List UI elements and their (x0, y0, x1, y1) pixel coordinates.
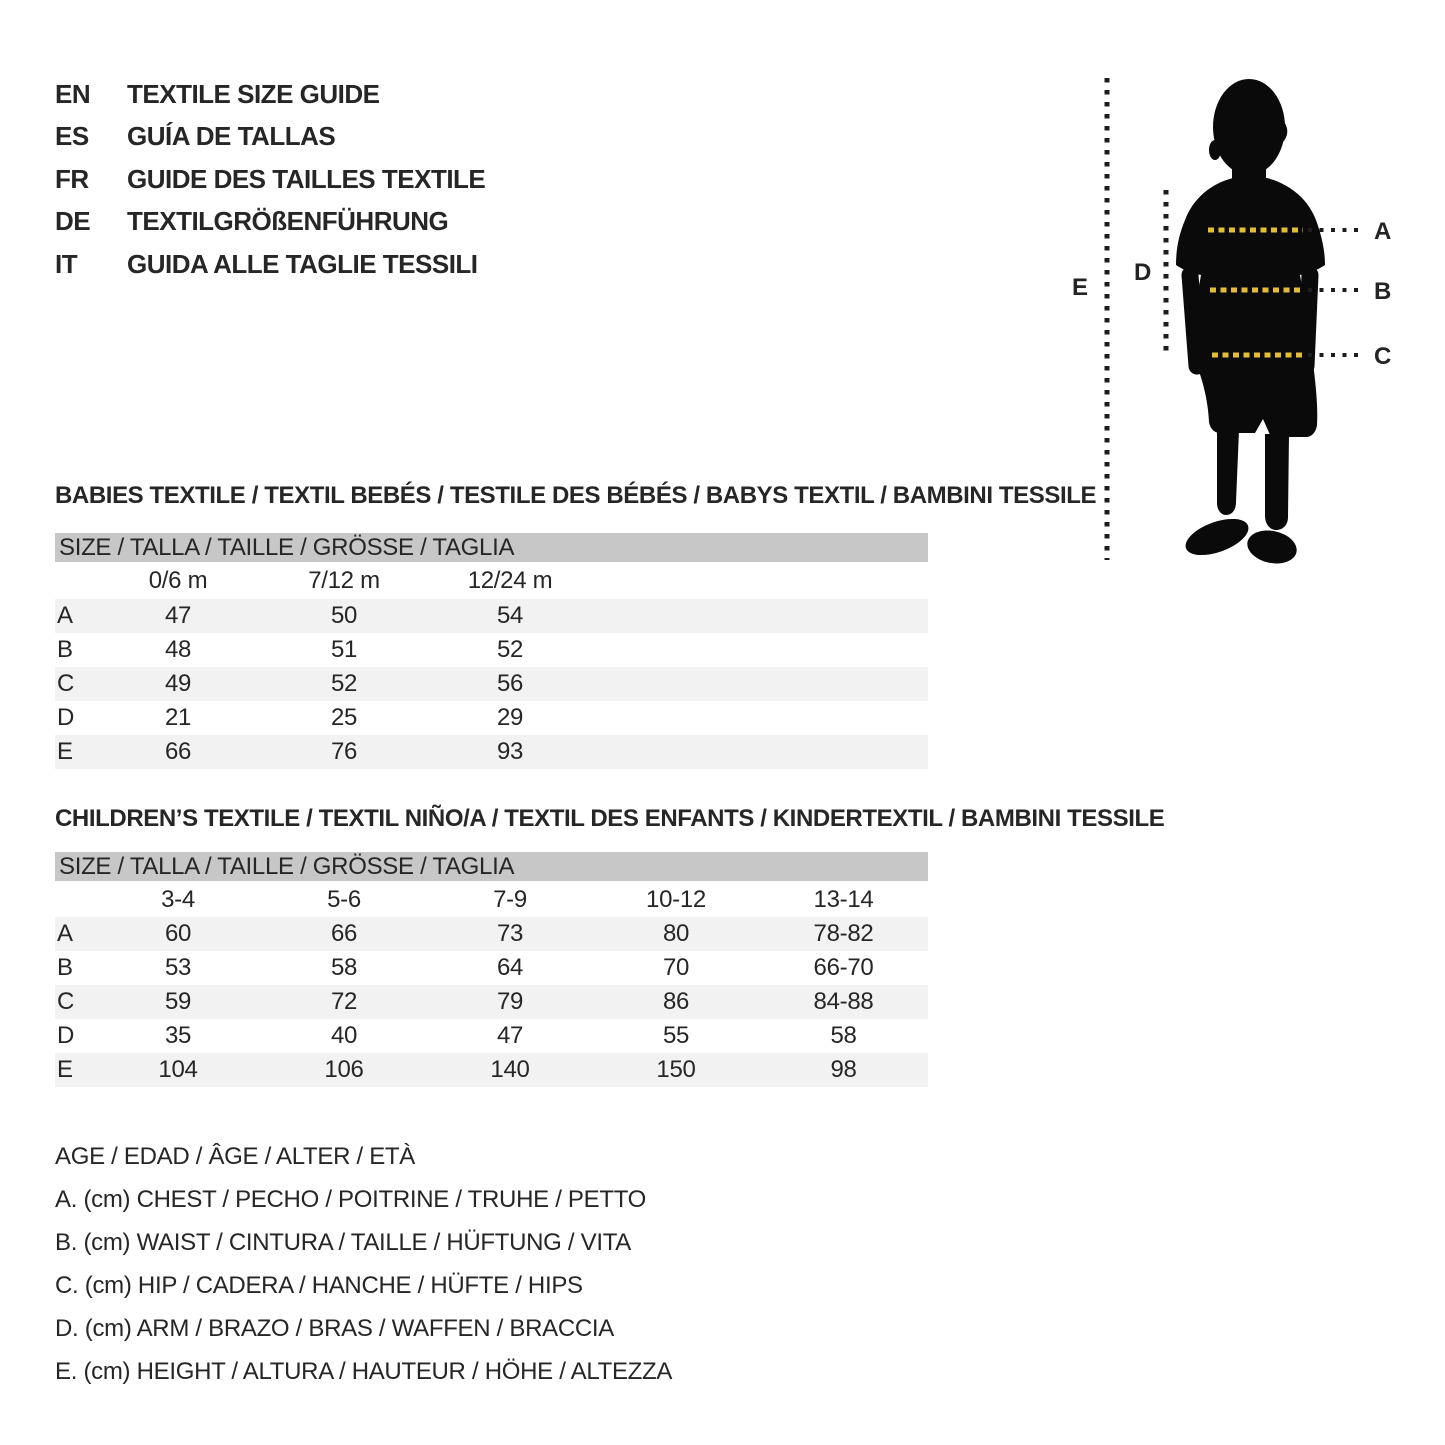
children-cell: 60 (164, 920, 192, 947)
children-cell: 73 (496, 920, 524, 947)
children-cell: 40 (330, 1022, 358, 1049)
table-row (55, 735, 928, 769)
table-row (55, 1019, 928, 1053)
children-corner-cell (55, 883, 95, 917)
legend-hip: C. (cm) HIP / CADERA / HANCHE / HÜFTE / HIPS (55, 1272, 583, 1299)
babies-empty-cell (593, 701, 759, 735)
babies-cell: 51 (330, 636, 358, 663)
babies-cell: 76 (330, 738, 358, 765)
children-cell: 66 (330, 920, 358, 947)
figure-label-b: B (1374, 278, 1392, 305)
lang-code: ES (55, 121, 89, 152)
measurement-legend (55, 1135, 672, 1393)
babies-size-table (55, 562, 928, 769)
lang-code: EN (55, 78, 91, 109)
babies-cell: 66 (164, 738, 192, 765)
children-size-table (55, 883, 928, 1087)
children-col-header: 7-9 (493, 886, 527, 913)
table-row (55, 667, 928, 701)
figure-label-a: A (1374, 218, 1392, 245)
children-row-label: D (57, 1022, 75, 1049)
figure-label-c: C (1374, 343, 1392, 370)
children-cell: 70 (662, 954, 690, 981)
babies-cell: 25 (330, 704, 358, 731)
children-cell: 150 (656, 1056, 696, 1083)
lang-code: IT (55, 248, 78, 279)
babies-empty-cell (593, 562, 759, 599)
legend-chest: A. (cm) CHEST / PECHO / POITRINE / TRUHE / PETTO (55, 1186, 647, 1213)
children-col-header: 3-4 (161, 886, 195, 913)
babies-row-label: A (57, 602, 73, 629)
table-row (55, 633, 928, 667)
babies-cell: 48 (164, 636, 192, 663)
legend-arm: D. (cm) ARM / BRAZO / BRAS / WAFFEN / BRACCIA (55, 1315, 614, 1342)
babies-empty-cell (593, 667, 759, 701)
table-row (55, 985, 928, 1019)
babies-cell: 47 (164, 602, 192, 629)
babies-cell: 50 (330, 602, 358, 629)
babies-cell: 29 (496, 704, 524, 731)
babies-row-label: D (57, 704, 75, 731)
lang-title: GUÍA DE TALLAS (127, 121, 336, 152)
children-cell: 140 (490, 1056, 530, 1083)
lang-code: DE (55, 206, 91, 237)
children-cell: 53 (164, 954, 192, 981)
children-cell: 35 (164, 1022, 192, 1049)
language-header (55, 73, 485, 286)
children-cell: 106 (324, 1056, 364, 1083)
babies-empty-cell (593, 599, 759, 633)
measurement-figure (1060, 70, 1400, 580)
babies-empty-cell (759, 735, 928, 769)
babies-cell: 56 (496, 670, 524, 697)
table-row (55, 951, 928, 985)
children-section-title: CHILDREN’S TEXTILE / TEXTIL NIÑO/A / TEXTIL DES ENFANTS / KINDERTEXTIL / BAMBINI TESSILE (55, 805, 1165, 832)
lang-title: TEXTILE SIZE GUIDE (127, 78, 380, 109)
babies-cell: 21 (164, 704, 192, 731)
children-cell: 66-70 (813, 954, 874, 981)
children-row-label: B (57, 954, 73, 981)
table-row (55, 1053, 928, 1087)
lang-row-en (55, 73, 485, 116)
figure-label-e: E (1072, 274, 1088, 301)
table-row (55, 917, 928, 951)
babies-column-header-row (55, 562, 928, 599)
lang-title: TEXTILGRÖßENFÜHRUNG (127, 206, 449, 237)
children-cell: 58 (830, 1022, 857, 1049)
babies-empty-cell (593, 735, 759, 769)
babies-row-label: C (57, 670, 75, 697)
children-cell: 72 (330, 988, 358, 1015)
legend-age: AGE / EDAD / ÂGE / ALTER / ETÀ (55, 1143, 415, 1170)
children-cell: 55 (662, 1022, 690, 1049)
lang-title: GUIDE DES TAILLES TEXTILE (127, 163, 486, 194)
lang-title: GUIDA ALLE TAGLIE TESSILI (127, 248, 478, 279)
babies-empty-cell (759, 667, 928, 701)
children-col-header: 10-12 (646, 886, 706, 913)
babies-col-header: 12/24 m (467, 566, 553, 594)
babies-empty-cell (593, 633, 759, 667)
legend-waist: B. (cm) WAIST / CINTURA / TAILLE / HÜFTUNG / VITA (55, 1229, 632, 1256)
lang-row-it (55, 243, 485, 286)
children-cell: 64 (496, 954, 524, 981)
children-cell: 78-82 (813, 920, 874, 947)
children-col-header: 13-14 (813, 886, 874, 913)
babies-corner-cell (55, 562, 95, 599)
table-row (55, 701, 928, 735)
babies-cell: 52 (496, 636, 524, 663)
babies-cell: 49 (164, 670, 192, 697)
babies-empty-cell (759, 599, 928, 633)
babies-row-label: E (57, 738, 73, 765)
babies-cell: 54 (496, 602, 524, 629)
children-cell: 84-88 (813, 988, 874, 1015)
lang-row-es (55, 116, 485, 159)
babies-row-label: B (57, 636, 73, 663)
babies-empty-cell (759, 633, 928, 667)
lang-row-de (55, 201, 485, 244)
children-cell: 58 (330, 954, 358, 981)
children-cell: 47 (496, 1022, 524, 1049)
children-cell: 80 (662, 920, 690, 947)
children-col-header: 5-6 (327, 886, 361, 913)
children-cell: 86 (662, 988, 690, 1015)
babies-col-header: 7/12 m (308, 566, 380, 594)
table-row (55, 599, 928, 633)
babies-size-header-bar: SIZE / TALLA / TAILLE / GRÖSSE / TAGLIA (55, 533, 928, 562)
children-row-label: E (57, 1056, 73, 1083)
children-cell: 104 (158, 1056, 198, 1083)
babies-section-title: BABIES TEXTILE / TEXTIL BEBÉS / TESTILE DES BÉBÉS / BABYS TEXTIL / BAMBINI TESSILE (55, 482, 1097, 509)
lang-row-fr (55, 158, 485, 201)
figure-label-d: D (1134, 259, 1152, 286)
children-cell: 59 (164, 988, 192, 1015)
children-row-label: A (57, 920, 73, 947)
legend-height: E. (cm) HEIGHT / ALTURA / HAUTEUR / HÖHE / ALTEZZA (55, 1358, 673, 1385)
children-column-header-row (55, 883, 928, 917)
babies-cell: 52 (330, 670, 358, 697)
lang-code: FR (55, 163, 89, 194)
babies-cell: 93 (496, 738, 524, 765)
children-size-header-bar: SIZE / TALLA / TAILLE / GRÖSSE / TAGLIA (55, 852, 928, 881)
child-silhouette-icon (1176, 79, 1325, 568)
children-cell: 98 (830, 1056, 857, 1083)
babies-col-header: 0/6 m (148, 566, 208, 594)
babies-empty-cell (759, 562, 928, 599)
children-row-label: C (57, 988, 75, 1015)
children-cell: 79 (496, 988, 524, 1015)
babies-empty-cell (759, 701, 928, 735)
